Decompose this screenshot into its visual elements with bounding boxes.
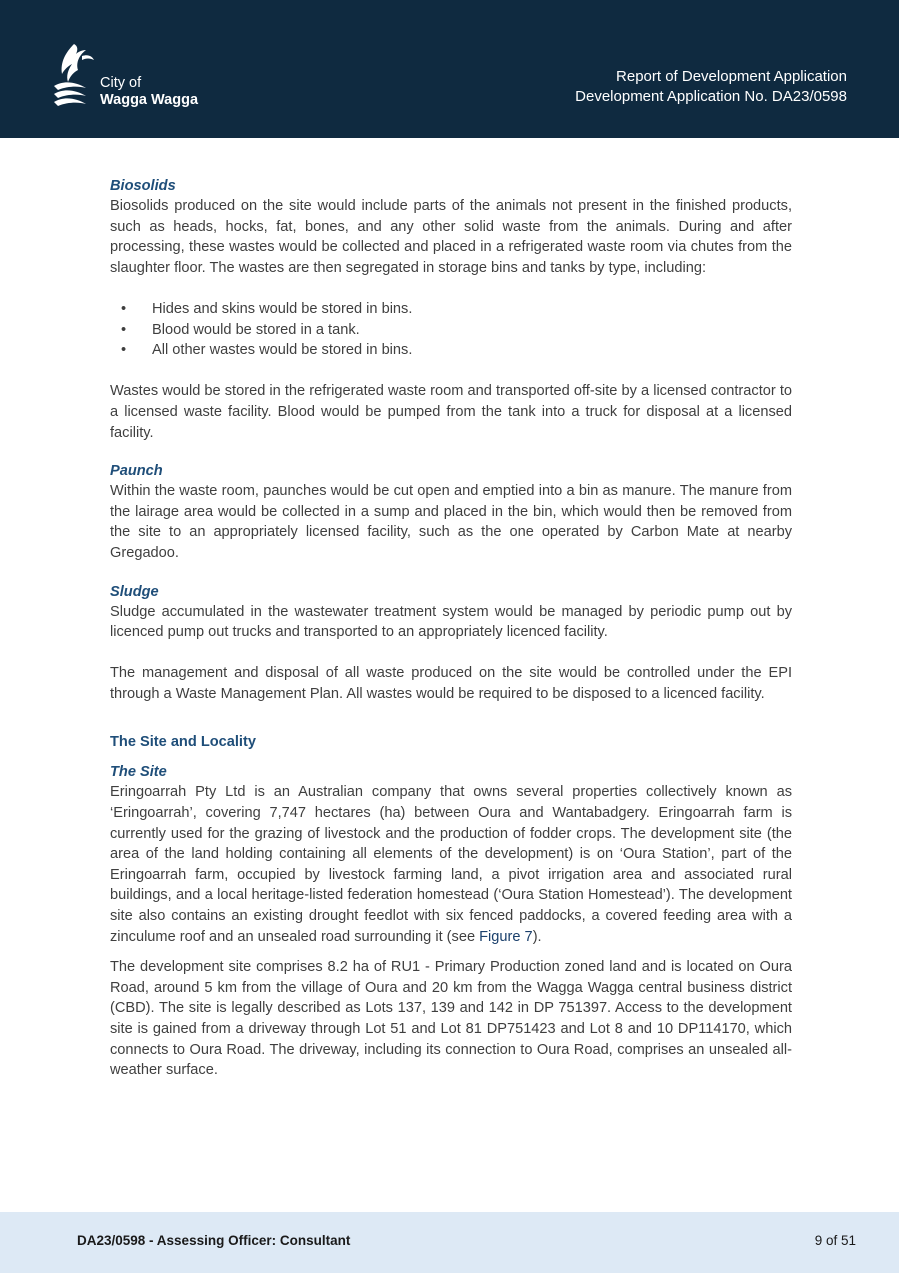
biosolids-intro: Biosolids produced on the site would include parts of the animals not present in the finished products, such as heads, hocks, fat, bones, and any other solid waste from the animals. During and after processing, these wastes would be collected and placed in a refrigerated waste room via chutes from the slaughter floor. The wastes are then segregated in storage bins and tanks by type, including: xyxy=(110,198,792,276)
the-site-paragraph-2: The development site comprises 8.2 ha of RU1 - Primary Production zoned land and is located on Oura Road, around 5 km from the village of Oura and 20 km from the Wagga Wagga central business district (CBD). The site is legally described as Lots 137, 139 and 142 in DP 751397. Access to the development site is gained from a driveway through Lot 51 and Lot 81 DP751423 and Lot 8 and 10 DP114170, which connects to Oura Road. The driveway, including its connection to Oura Road, comprises an unsealed all-weather surface. xyxy=(110,959,792,1079)
page-header xyxy=(0,0,899,138)
site-text-1: Eringoarrah Pty Ltd is an Australian company that owns several properties collectively known as ‘Eringoarrah’, covering 7,747 hectares (ha) between Oura and Wantabadgery. Eringoarrah farm is currently used for the grazing of livestock and the production of fodder crops. The development site (the area of the land holding containing all elements of the development) is on ‘Oura Station’, part of the Eringoarrah farm, occupied by livestock farming land, a pivot irrigation area and associated rural buildings, and a local heritage-listed federation homestead (‘Oura Station Homestead’). The development site also contains an existing drought feedlot with six fenced paddocks, a covered feeding area with a zinculume roof and an unsealed road surrounding it (see xyxy=(110,784,792,945)
list-item: • All other wastes would be stored in bins. xyxy=(110,340,792,361)
the-site-heading: The Site xyxy=(110,764,167,781)
biosolids-heading: Biosolids xyxy=(110,178,176,194)
list-item: • Blood would be stored in a tank. xyxy=(110,320,792,341)
application-number: Development Application No. DA23/0598 xyxy=(575,88,847,105)
figure-7-link[interactable]: Figure 7 xyxy=(479,928,533,945)
sludge-body: Sludge accumulated in the wastewater treatment system would be managed by periodic pump out by licenced pump out trucks and transported to an appropriately licenced facility. xyxy=(110,603,792,641)
logo-line-2: Wagga Wagga xyxy=(100,92,199,108)
logo-line-1: City of xyxy=(100,75,142,91)
report-title: Report of Development Application xyxy=(616,68,847,85)
document-body xyxy=(110,176,792,1081)
biosolids-bullet-list xyxy=(110,299,792,361)
the-site-paragraph-1 xyxy=(110,782,792,947)
site-text-1-end: ). xyxy=(532,928,542,945)
waste-management-paragraph: The management and disposal of all waste produced on the site would be controlled under the EPI through a Waste Management Plan. All wastes would be required to be disposed to a licenced facility. xyxy=(110,665,792,702)
biosolids-outro: Wastes would be stored in the refrigerated waste room and transported off-site by a licensed contractor to a licensed waste facility. Blood would be pumped from the tank into a truck for disposal at a licensed facility. xyxy=(110,383,792,441)
header-report-info xyxy=(575,67,847,107)
logo-text xyxy=(100,75,198,109)
list-item: • Hides and skins would be stored in bins. xyxy=(110,299,792,320)
page-number: 9 of 51 xyxy=(814,1233,856,1248)
page-footer xyxy=(0,1212,899,1273)
paunch-heading: Paunch xyxy=(110,463,163,480)
paunch-body: Within the waste room, paunches would be cut open and emptied into a bin as manure. The manure from the lairage area would be collected in a sump and placed in the bin, which would then be removed from the site to an appropriately licensed facility, such as the one operated by Carbon Mate at nearby Gregadoo. xyxy=(110,483,792,561)
site-locality-heading: The Site and Locality xyxy=(110,734,256,751)
footer-officer-info: DA23/0598 - Assessing Officer: Consultant xyxy=(77,1233,351,1248)
council-logo xyxy=(52,42,212,112)
sludge-heading: Sludge xyxy=(110,583,159,600)
crow-logo-icon xyxy=(52,42,96,106)
